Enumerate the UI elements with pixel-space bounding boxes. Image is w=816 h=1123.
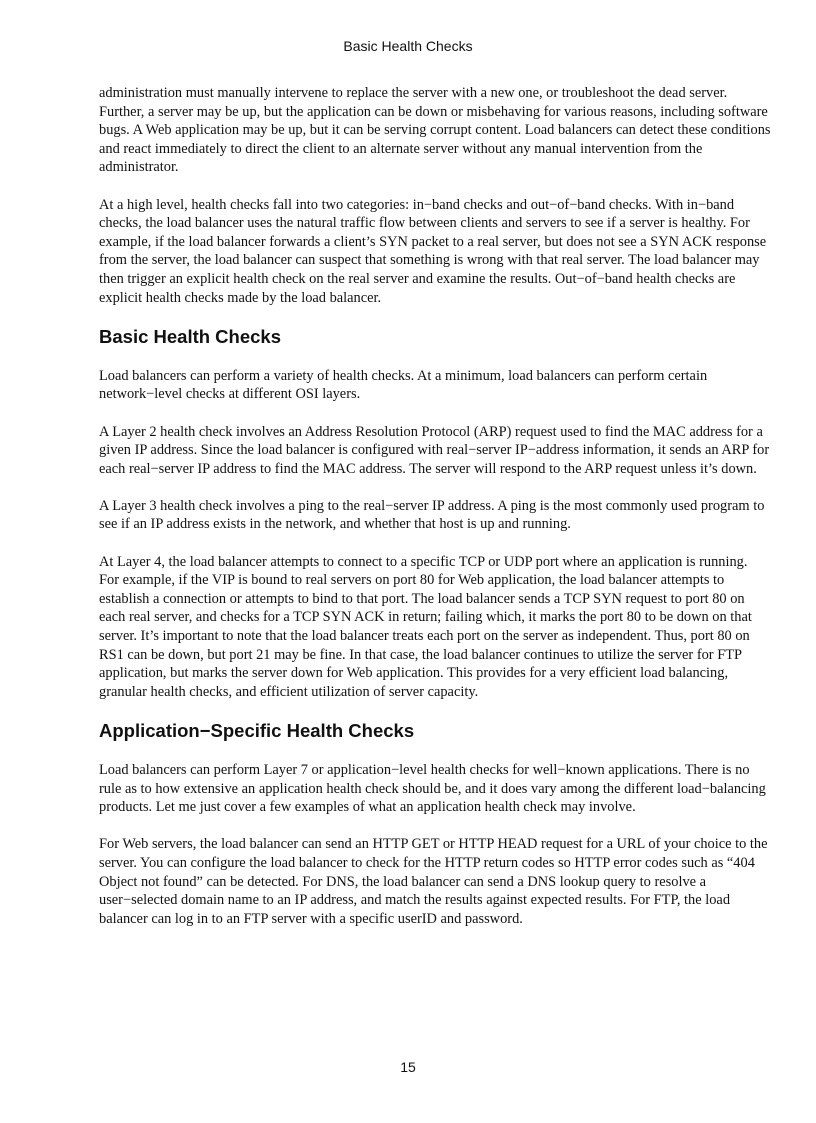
paragraph-health-check-categories: At a high level, health checks fall into two categories: in−band checks and out−of−band checks. With in−band checks, the load balancer uses the natural traffic flow between clients and servers to see if a server is healthy. For example, if the load balancer forwards a client’s SYN packet to a real server, but does not see a SYN ACK response from the server, the load balancer can suspect that something is wrong with that real server. The load balancer may then trigger an explicit health check on the real server and examine the results. Out−of−band health checks are explicit health checks made by the load balancer. bbox=[99, 196, 767, 306]
paragraph-layer3-check: A Layer 3 health check involves a ping to the real−server IP address. A ping is the most commonly used program to see if an IP address exists in the network, and whether that host is up and running. bbox=[99, 497, 765, 533]
page-body bbox=[99, 84, 771, 947]
paragraph-layer4-check: At Layer 4, the load balancer attempts to connect to a specific TCP or UDP port where an application is running. For example, if the VIP is bound to real servers on port 80 for Web application, the load balancer attempts to establish a connection or attempts to bind to that port. The load balancer sends a TCP SYN request to port 80 on each real server, and checks for a TCP SYN ACK in return; failing which, it marks the port 80 to be down on that server. It’s important to note that the load balancer treats each port on the server as independent. Thus, port 80 on RS1 can be down, but port 21 may be fine. In that case, the load balancer continues to utilize the server for FTP application, but marks the server down for Web application. This provides for a very efficient load balancing, granular health checks, and efficient utilization of server capacity. bbox=[99, 553, 752, 700]
paragraph-layer2-check: A Layer 2 health check involves an Address Resolution Protocol (ARP) request used to find the MAC address for a given IP address. Since the load balancer is configured with real−server IP−address information, it sends an ARP for each real−server IP address to find the MAC address. The server will respond to the ARP request unless it’s down. bbox=[99, 423, 770, 477]
paragraph-web-dns-ftp-checks: For Web servers, the load balancer can send an HTTP GET or HTTP HEAD request for a URL of your choice to the server. You can configure the load balancer to check for the HTTP return codes so HTTP error codes such as “404 Object not found” can be detected. For DNS, the load balancer can send a DNS lookup query to resolve a user−selected domain name to an IP address, and match the results against expected results. For FTP, the load balancer can log in to an FTP server with a specific userID and password. bbox=[99, 836, 768, 927]
running-header: Basic Health Checks bbox=[343, 38, 473, 54]
page-number: 15 bbox=[400, 1059, 416, 1075]
section-heading-basic-health-checks: Basic Health Checks bbox=[99, 325, 282, 347]
paragraph-basic-overview: Load balancers can perform a variety of health checks. At a minimum, load balancers can perform certain network−level checks at different OSI layers. bbox=[99, 367, 708, 403]
paragraph-intro-continuation: administration must manually intervene to replace the server with a new one, or troubleshoot the dead server. Further, a server may be up, but the application can be down or misbehaving for various reasons, including software bugs. A Web application may be up, but it can be serving corrupt content. Load balancers can detect these conditions and react immediately to direct the client to an alternate server without any manual intervention from the administrator. bbox=[99, 85, 771, 176]
section-heading-application-specific: Application−Specific Health Checks bbox=[99, 720, 415, 741]
paragraph-layer7-overview: Load balancers can perform Layer 7 or application−level health checks for well−known applications. There is no rule as to how extensive an application health check should be, and it does vary among the different load−balancing products. Let me just cover a few examples of what an application health check may involve. bbox=[99, 762, 766, 816]
